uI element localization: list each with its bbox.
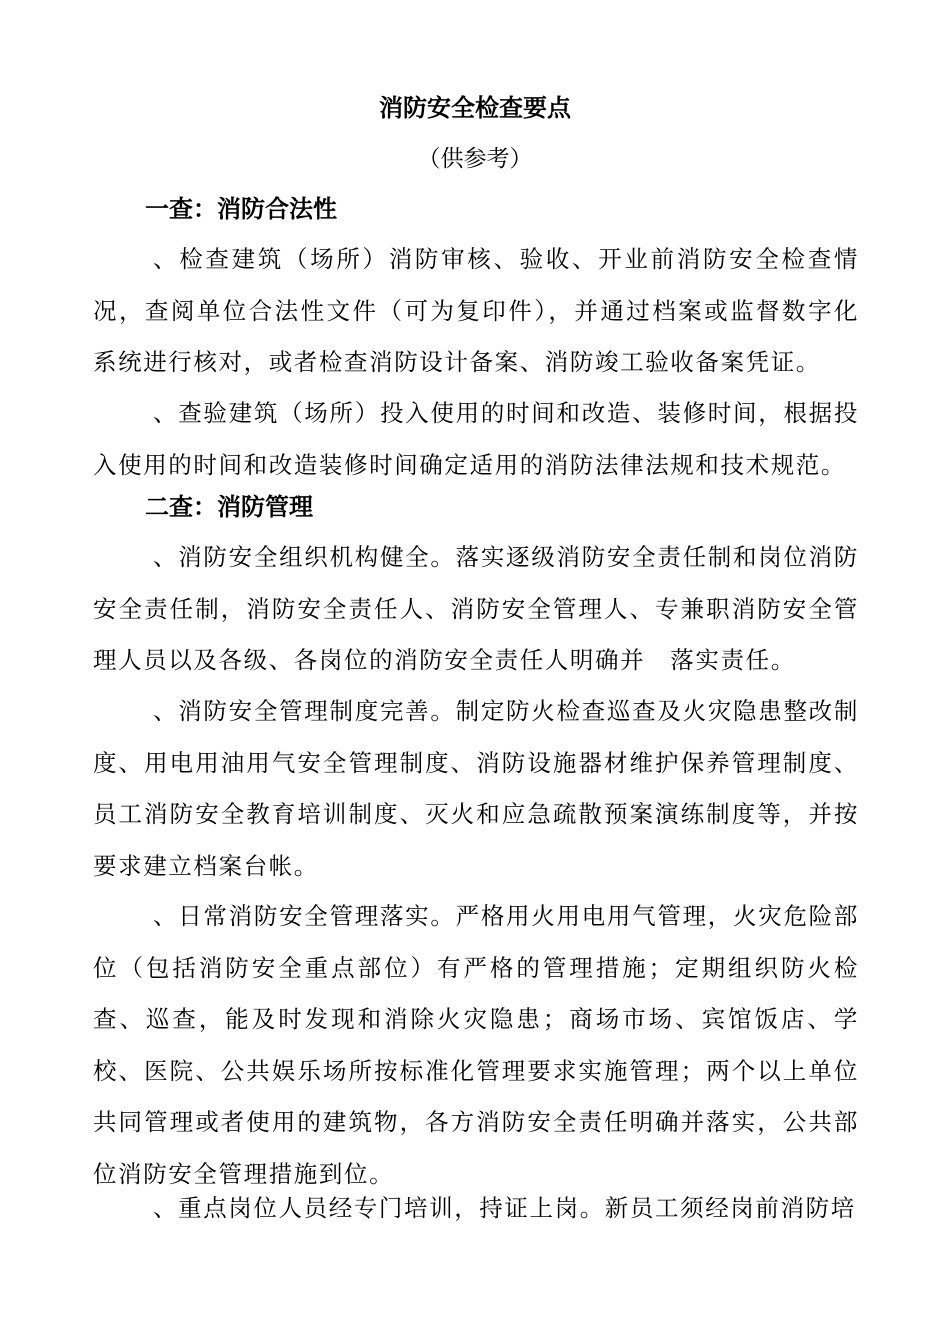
paragraph-management-4: 、重点岗位人员经专门培训，持证上岗。新员工须经岗前消防培 [153,1194,856,1222]
section-heading-management: 二查：消防管理 [145,493,313,521]
paragraph-legality-2: 、查验建筑（场所）投入使用的时间和改造、装修时间，根据投入使用的时间和改造装修时间确定适用的消防法律法规和技术规范。 [93,399,859,479]
paragraph-management-3: 、日常消防安全管理落实。严格用火用电用气管理，火灾危险部位（包括消防安全重点部位）有严格的管理措施；定期组织防火检查、巡查，能及时发现和消除火灾隐患；商场市场、宾馆饭店、学校、医院、公共娱乐场所按标准化管理要求实施管理；两个以上单位共同管理或者使用的建筑物，各方消防安全责任明确并落实，公共部位消防安全管理措施到位。 [93,902,859,1188]
section-heading-legality: 一查：消防合法性 [145,195,337,223]
paragraph-legality-1: 、检查建筑（场所）消防审核、验收、开业前消防安全检查情况，查阅单位合法性文件（可为复印件），并通过档案或监督数字化系统进行核对，或者检查消防设计备案、消防竣工验收备案凭证。 [93,245,859,376]
paragraph-management-1: 、消防安全组织机构健全。落实逐级消防安全责任制和岗位消防安全责任制，消防安全责任人、消防安全管理人、专兼职消防安全管理人员以及各级、各岗位的消防安全责任人明确并 落实责任。 [93,543,859,674]
document-subtitle: （供参考） [417,146,533,172]
paragraph-management-2: 、消防安全管理制度完善。制定防火检查巡查及火灾隐患整改制度、用电用油用气安全管理制度、消防设施器材维护保养管理制度、员工消防安全教育培训制度、灭火和应急疏散预案演练制度等，并按要求建立档案台帐。 [93,697,859,880]
document-title: 消防安全检查要点 [379,94,571,122]
